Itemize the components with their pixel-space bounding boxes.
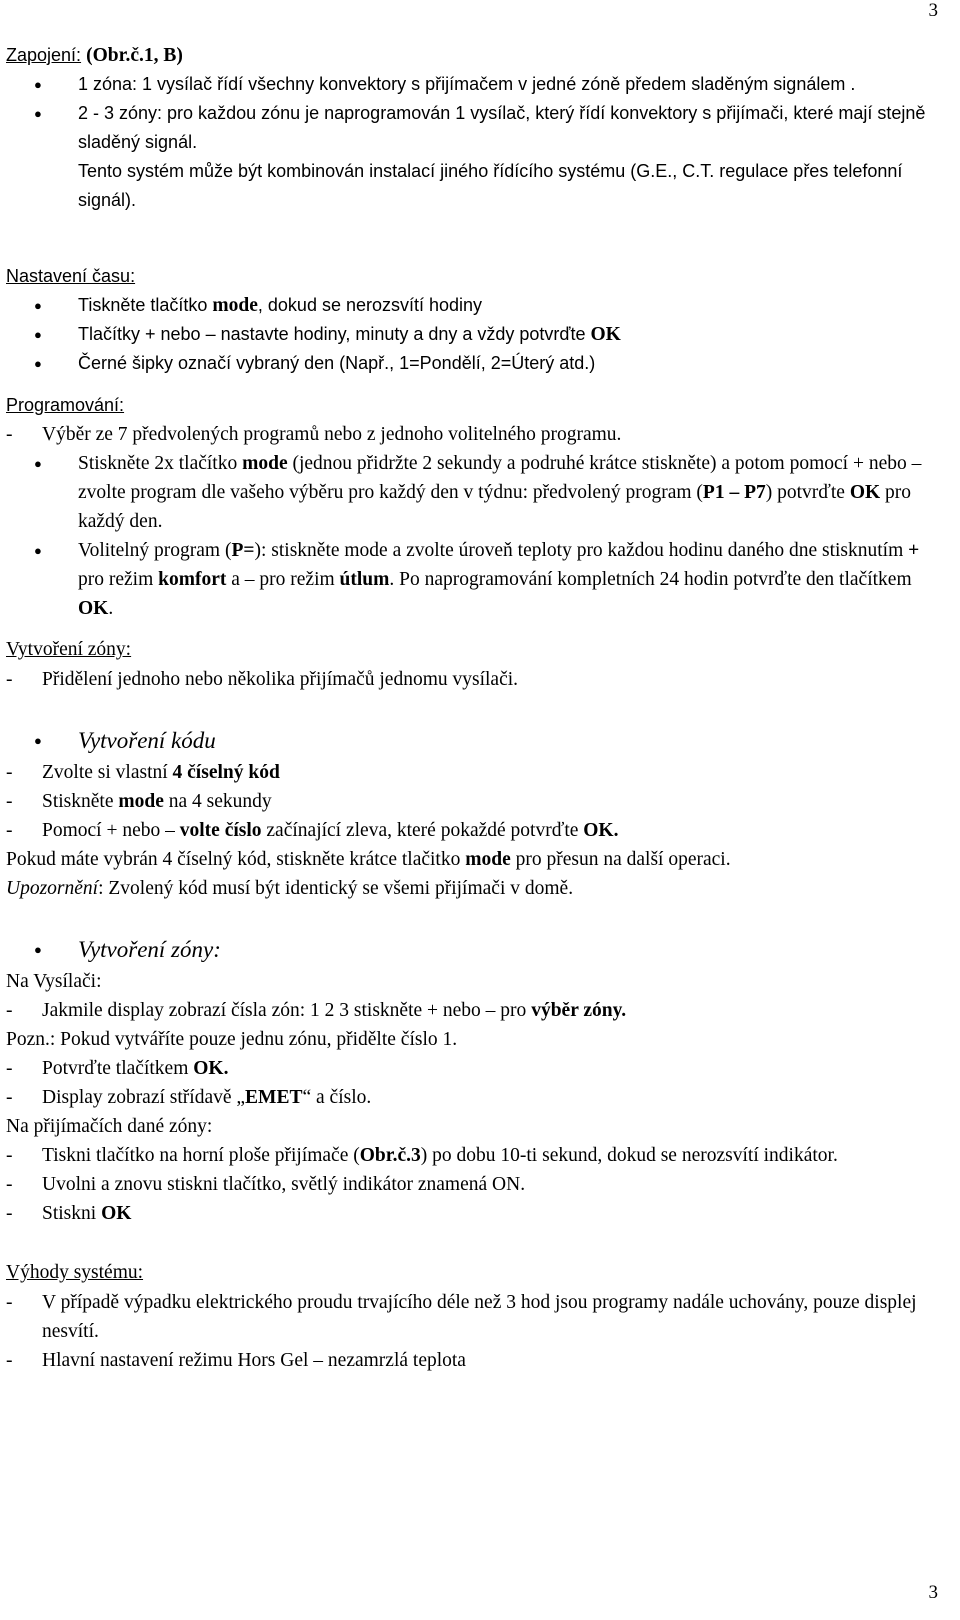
- kod-paragraph: Pokud máte vybrán 4 číselný kód, stiskněte krátce tlačitko mode pro přesun na další operaci.: [6, 849, 731, 870]
- vyhody-dash-2: - Hlavní nastavení režimu Hors Gel – nezamrzlá teplota: [6, 1346, 946, 1375]
- programovani-dash-1: - Výběr ze 7 předvolených programů nebo z jednoho volitelného programu.: [6, 420, 946, 449]
- zony-dash-5: - Uvolni a znovu stiskni tlačítko, světlý indikátor znamená ON.: [6, 1170, 946, 1199]
- programovani-item-1: ● Stiskněte 2x tlačítko mode (jednou přidržte 2 sekundy a podruhé krátce stiskněte) a potom pomocí + nebo – zvolte program dle vašeho výběru pro každý den v týdnu: předvolený program (P1 – P7) potvrďte OK pro každý den.: [6, 449, 946, 536]
- zapojeni-ref: (Obr.č.1, B): [86, 45, 183, 66]
- vytvoreni-zony-intro-heading: Vytvoření zóny:: [6, 639, 132, 660]
- vyhody-heading: Výhody systému:: [6, 1262, 144, 1283]
- vytvoreni-kodu-heading: ● Vytvoření kódu: [6, 724, 946, 758]
- zony-dash-1: - Jakmile display zobrazí čísla zón: 1 2 3 stiskněte + nebo – pro výběr zóny.: [6, 996, 946, 1025]
- page-number-top: 3: [928, 0, 938, 21]
- kod-dash-3: - Pomocí + nebo – volte číslo začínající zleva, které pokaždé potvrďte OK.: [6, 816, 946, 845]
- zony-sub-2: Na přijímačích dané zóny:: [6, 1116, 213, 1137]
- vytvoreni-zony-heading: ● Vytvoření zóny:: [6, 933, 946, 967]
- nastaveni-item-1: ● Tiskněte tlačítko mode, dokud se nerozsvítí hodiny: [6, 291, 946, 320]
- zony-dash-6: - Stiskni OK: [6, 1199, 946, 1228]
- nastaveni-heading: Nastavení času:: [6, 266, 136, 286]
- programovani-heading: Programování:: [6, 395, 125, 415]
- zony-dash-3: - Display zobrazí střídavě „EMET“ a číslo.: [6, 1083, 946, 1112]
- zapojeni-heading: Zapojení:: [6, 45, 82, 65]
- zony-pozn: Pozn.: Pokud vytváříte pouze jednu zónu, přidělte číslo 1.: [6, 1029, 458, 1050]
- document-body: [6, 40, 946, 1375]
- page-number-bottom: 3: [928, 1582, 938, 1603]
- zony-dash-2: - Potvrďte tlačítkem OK.: [6, 1054, 946, 1083]
- nastaveni-item-3: ● Černé šipky označí vybraný den (Např., 1=Pondělí, 2=Úterý atd.): [6, 349, 946, 378]
- vytvoreni-zony-intro-dash: - Přidělení jednoho nebo několika přijímačů jednomu vysílači.: [6, 665, 946, 694]
- kod-warning: Upozornění: Zvolený kód musí být identický se všemi přijímači v domě.: [6, 878, 574, 899]
- vyhody-dash-1: - V případě výpadku elektrického proudu trvajícího déle než 3 hod jsou programy nadále uchovány, pouze displej nesvítí.: [6, 1288, 946, 1346]
- nastaveni-item-2: ● Tlačítky + nebo – nastavte hodiny, minuty a dny a vždy potvrďte OK: [6, 320, 946, 349]
- section-zapojeni-heading: [6, 40, 946, 70]
- zapojeni-item-3: Tento systém může být kombinován instalací jiného řídícího systému (G.E., C.T. regulace přes telefonní signál).: [78, 161, 903, 210]
- kod-dash-2: - Stiskněte mode na 4 sekundy: [6, 787, 946, 816]
- zony-sub-1: Na Vysílači:: [6, 971, 102, 992]
- kod-dash-1: - Zvolte si vlastní 4 číselný kód: [6, 758, 946, 787]
- programovani-item-2: ● Volitelný program (P=): stiskněte mode a zvolte úroveň teploty pro každou hodinu daného dne stisknutím + pro režim komfort a – pro režim útlum. Po naprogramování kompletních 24 hodin potvrďte den tlačítkem OK.: [6, 536, 946, 623]
- zony-dash-4: - Tiskni tlačítko na horní ploše přijímače (Obr.č.3) po dobu 10-ti sekund, dokud se nerozsvítí indikátor.: [6, 1141, 946, 1170]
- zapojeni-item-1: ● 1 zóna: 1 vysílač řídí všechny konvektory s přijímačem v jedné zóně předem sladěným signálem .: [6, 70, 946, 99]
- zapojeni-item-2: ● 2 - 3 zóny: pro každou zónu je naprogramován 1 vysílač, který řídí konvektory s přijímači, které mají stejně sladěný signál.: [6, 99, 946, 157]
